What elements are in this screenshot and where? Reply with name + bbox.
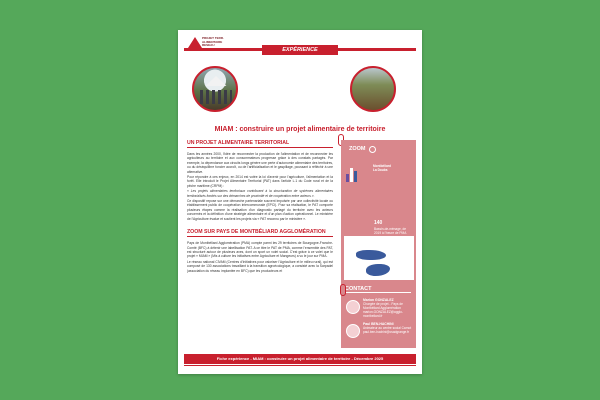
- document-page: [178, 30, 422, 374]
- population-graphic: [346, 162, 360, 182]
- map-shape: [356, 250, 386, 260]
- contact-role: Chargée de projet - Pays de Montbéliard Agglomération: [363, 302, 403, 311]
- main-column: [187, 140, 333, 274]
- paragraph: Ce dispositif repose sur une démarche partenariale souvent impulsée par une collectivité locale ou établissement public de coopération intercommunale (EPCI). Pour sa réalisation, le PAT comporte plusieurs étapes comme la réalisation d'un diagnostic partagé du territoire avec les acteurs concernés et la définition d'une stratégie alimentaire et d'un plan d'action opérationnel. Le ministère de l'Agriculture évalue et soutient les projets via « PAT reconnu par le ministère ».: [187, 199, 333, 221]
- paragraph: Le réseau national CIVAM (Centres d'Initiatives pour valoriser l'Agriculture et le milieu rural), qui est composé de 130 associations travaillant à la transition agroécologique, a consisté avec la Sarpadel (association du réseau implantée en BFC) que les producteurs et: [187, 259, 333, 273]
- magnifier-icon: [369, 146, 376, 153]
- contact-card: [363, 298, 416, 318]
- paperclip-icon: [340, 284, 346, 296]
- section-body: [187, 241, 333, 273]
- page-title: MIAM : construire un projet alimentaire de territoire: [214, 126, 386, 133]
- quote-paragraph: « Les projets alimentaires territoriaux contribuent à la structuration de systèmes alimentaires territorialisés fondés sur des démarches de proximité et de coopération entre acteurs ».: [187, 189, 333, 198]
- paragraph: Pour répondre à ces enjeux, en 2014 est votée la loi d'avenir pour l'agriculture, l'alimentation et la forêt. Elle introduit le Projet Alimentaire Territorial (PAT) dans l'article L.1 du Code rural et de la pêche maritime (CRPM) :: [187, 175, 333, 188]
- header-tag: EXPÉRIENCE: [262, 45, 338, 55]
- avatar: [346, 300, 360, 314]
- logo-mark-icon: [188, 37, 202, 48]
- zoom-caption: Montbéliard La Doubs: [373, 164, 392, 172]
- footer-line: [184, 365, 416, 366]
- contact-name: Marion GONZALEZ: [363, 298, 394, 302]
- footer-bar: Fiche expérience - MIAM : construire un projet alimentaire de territoire - Décembre 2025: [184, 354, 416, 364]
- market-photo: [192, 66, 238, 112]
- contact-card: [363, 322, 411, 334]
- avatar: [346, 324, 360, 338]
- field-photo: [350, 66, 396, 112]
- people-shape: [200, 90, 232, 104]
- contact-role: Animateur au centre social Carnot: [363, 326, 412, 331]
- paragraph: Dans les années 2000, l'idée de reconnecter la production de l'alimentation et de reconnecter les agriculteurs au territoire et aux consommateurs progresse grâce à des constats partagés. Par exemple, la dépendance aux circuits longs génère une perte d'autonomie alimentaire des territoires, ou du déséquilibre foncier accroît, ou de l'artificialisation et le gaspillage, poussant à réfléchir à une alternative.: [187, 152, 333, 174]
- section-zoom: [187, 229, 333, 273]
- section-heading: ZOOM SUR PAYS DE MONTBÉLIARD AGGLOMÉRATION: [187, 229, 333, 237]
- zoom-heading: ZOOM: [349, 146, 366, 152]
- section-heading: UN PROJET ALIMENTAIRE TERRITORIAL: [187, 140, 333, 148]
- sidebar: [341, 140, 416, 348]
- stat-number: 140: [374, 220, 383, 226]
- map-box: [344, 236, 414, 280]
- section-body: [187, 152, 333, 221]
- contact-email[interactable]: marion.GONZALEZ@agglo-montbeliard.fr: [363, 310, 403, 319]
- contact-heading: CONTACT: [345, 286, 411, 293]
- stat-caption: Bassin-de-ménage, de 2019 à l'heure de PMA: [374, 227, 407, 235]
- contact-name: Paul BEN-HACHINI: [363, 322, 394, 326]
- section-pat: [187, 140, 333, 221]
- tent-shape: [203, 76, 229, 86]
- map-shape: [366, 264, 390, 276]
- paragraph: Pays de Montbéliard Agglomération (PMA) compte parmi les 29 territoires de Bourgogne-Franche-Comté (BFC) à détenir une labellisation PAT. A ce titre le PAT de PMA, comme l'ensemble des PAT, est structuré autour de plusieurs axes, dont un sport un volet social. C'est grâce à ce volet que le projet « MIAM » (Mis à culture les initiatives entre Agriculture et Mangeurs) a vu le jour sur PMA.: [187, 241, 333, 259]
- contact-email[interactable]: paul.ben-hachini@csadgrange.fr: [363, 330, 410, 335]
- logo-text: PROJET TERR. ALIMENTAIRE RESEAU: [202, 36, 224, 48]
